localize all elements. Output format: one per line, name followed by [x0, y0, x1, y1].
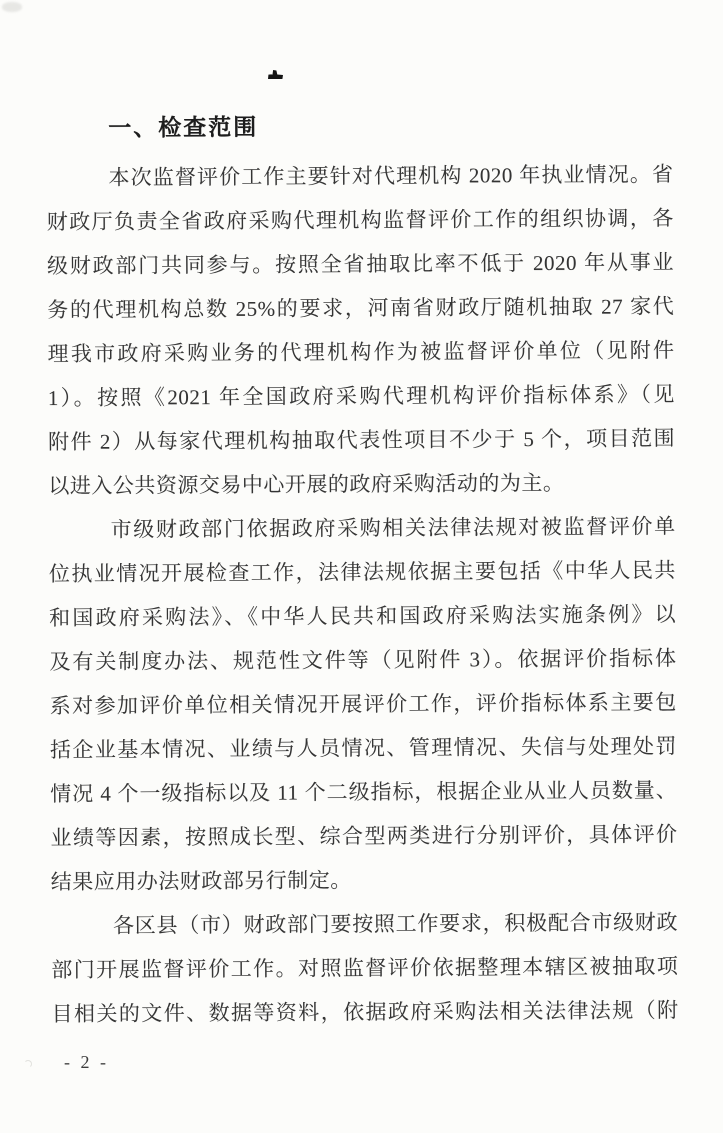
text-line: 务的代理机构总数 25%的要求，河南省财政厅随机抽取 27 家代: [47, 294, 675, 322]
page-number: - 2 -: [64, 1052, 109, 1072]
text-line: 位执业情况开展检查工作，法律法规依据主要包括《中华人民共: [48, 558, 676, 586]
scan-speck: [24, 1060, 32, 1068]
text-line: 财政厅负责全省政府采购代理机构监督评价工作的组织协调，各: [46, 206, 674, 234]
paragraph-1: [46, 152, 675, 508]
text-line: 1）。按照《2021 年全国政府采购代理机构评价指标体系》（见: [47, 382, 675, 410]
text-line: 理我市政府采购业务的代理机构作为被监督评价单位（见附件: [47, 338, 675, 366]
paragraph-3: [51, 900, 679, 1036]
text-line: 结果应用办法财政部另行制定。: [50, 868, 352, 894]
text-line: 目相关的文件、数据等资料，依据政府采购法相关法律法规（附: [51, 998, 679, 1026]
ink-blot: [268, 70, 283, 79]
text-line: 本次监督评价工作主要针对代理机构 2020 年执业情况。省: [108, 162, 674, 190]
text-line: 业绩等因素，按照成长型、综合型两类进行分别评价，具体评价: [50, 822, 678, 850]
text-line: 各区县（市）财政部门要按照工作要求，积极配合市级财政: [112, 910, 679, 938]
document-body: [46, 100, 679, 1036]
text-line: 括企业基本情况、业绩与人员情况、管理情况、失信与处理处罚: [49, 734, 678, 762]
section-heading: 一、检查范围: [108, 113, 259, 141]
text-line: 以进入公共资源交易中心开展的政府采购活动的为主。: [48, 470, 565, 498]
text-line: 系对参加评价单位相关情况开展评价工作，评价指标体系主要包: [49, 690, 677, 718]
scan-smudge: [2, 2, 22, 12]
text-line: 市级财政部门依据政府采购相关法律法规对被监督评价单: [110, 514, 676, 542]
text-line: 情况 4 个一级指标以及 11 个二级指标，根据企业从业人员数量、: [50, 778, 678, 806]
text-line: 及有关制度办法、规范性文件等（见附件 3）。依据评价指标体: [49, 646, 677, 674]
text-line: 和国政府采购法》、《中华人民共和国政府采购法实施条例》以: [49, 602, 677, 630]
text-line: 附件 2）从每家代理机构抽取代表性项目不少于 5 个，项目范围: [47, 426, 676, 454]
text-line: 级财政部门共同参与。按照全省抽取比率不低于 2020 年从事业: [46, 250, 675, 278]
text-line: 部门开展监督评价工作。对照监督评价依据整理本辖区被抽取项: [51, 954, 679, 982]
paragraph-2: [48, 504, 677, 904]
